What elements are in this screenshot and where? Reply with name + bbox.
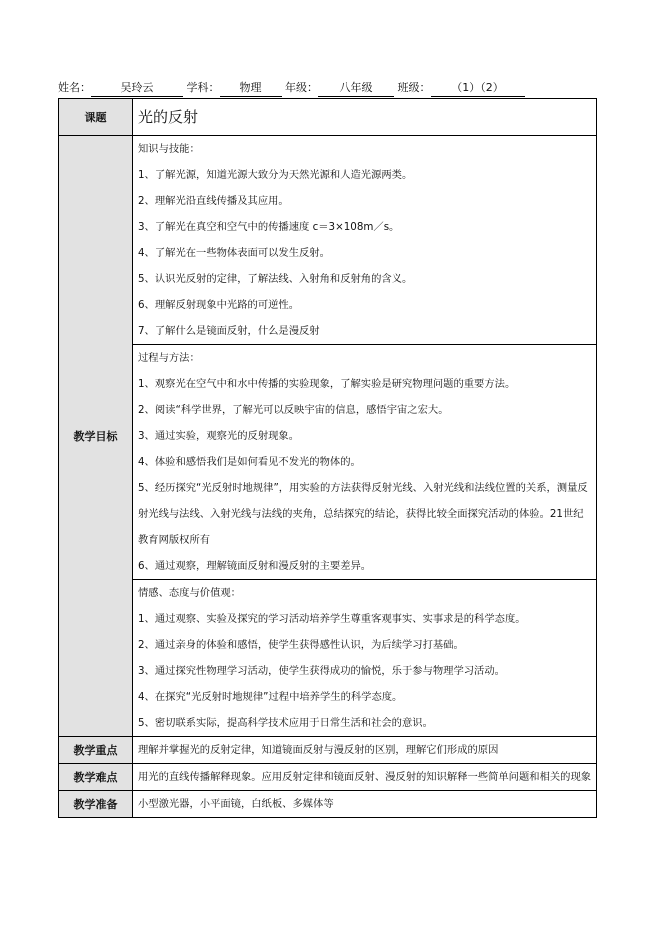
emotion-title: 情感、态度与价值观： — [138, 587, 241, 599]
subject-label: 学科： — [186, 81, 220, 94]
preparation-text: 小型激光器，小平面镜，白纸板、多媒体等 — [138, 798, 334, 810]
process-item: 1、观察光在空气中和水中传播的实验现象，了解实验是研究物理问题的重要方法。 — [138, 378, 516, 390]
lesson-plan-table — [58, 98, 597, 818]
knowledge-item: 5、认识光反射的定律，了解法线、入射角和反射角的含义。 — [138, 273, 413, 285]
difficulties-cell — [133, 764, 597, 791]
knowledge-item: 7、了解什么是镜面反射，什么是漫反射 — [138, 325, 320, 337]
emotion-section — [133, 579, 596, 736]
preparation-label: 教学准备 — [59, 791, 133, 818]
grade-value: 八年级 — [318, 80, 394, 97]
name-label: 姓名： — [58, 81, 91, 94]
class-value: （1）（2） — [431, 80, 525, 97]
topic-title: 光的反射 — [138, 108, 199, 126]
grade-label: 年级： — [285, 81, 318, 94]
process-item: 6、通过观察，理解镜面反射和漫反射的主要差异。 — [138, 560, 372, 572]
goals-cell — [133, 136, 597, 737]
goals-label: 教学目标 — [59, 136, 133, 737]
class-label: 班级： — [397, 81, 431, 94]
knowledge-item: 1、了解光源，知道光源大致分为天然光源和人造光源两类。 — [138, 169, 413, 181]
key-points-label: 教学重点 — [59, 737, 133, 764]
key-points-row — [59, 737, 597, 764]
difficulties-row — [59, 764, 597, 791]
emotion-item: 4、在探究“光反射时地规律”过程中培养学生的科学态度。 — [138, 691, 403, 703]
emotion-item: 1、通过观察、实验及探究的学习活动培养学生尊重客观事实、实事求是的科学态度。 — [138, 613, 526, 625]
difficulties-text: 用光的直线传播解释现象。应用反射定律和镜面反射、漫反射的知识解释一些简单问题和相关的现象 — [138, 771, 592, 783]
key-points-cell — [133, 737, 597, 764]
key-points-text: 理解并掌握光的反射定律，知道镜面反射与漫反射的区别，理解它们形成的原因 — [138, 744, 499, 756]
process-item: 4、体验和感悟我们是如何看见不发光的物体的。 — [138, 456, 361, 468]
knowledge-section — [138, 136, 592, 344]
knowledge-item: 6、理解反射现象中光路的可逆性。 — [138, 299, 300, 311]
difficulties-label: 教学难点 — [59, 764, 133, 791]
process-item: 5、经历探究“光反射时地规律”，用实验的方法获得反射光线、入射光线和法线位置的关系，测量反射光线与法线、入射光线与法线的夹角，总结探究的结论，获得比较全面探究活动的体验。21世纪教育网版权所有 — [138, 482, 588, 546]
process-item: 2、阅读“科学世界，了解光可以反映宇宙的信息，感悟宇宙之宏大。 — [138, 404, 449, 416]
preparation-row — [59, 791, 597, 818]
subject-value: 物理 — [220, 80, 282, 97]
emotion-item: 3、通过探究性物理学习活动，使学生获得成功的愉悦，乐于参与物理学习活动。 — [138, 665, 505, 677]
emotion-item: 5、密切联系实际，提高科学技术应用于日常生活和社会的意识。 — [138, 717, 433, 729]
process-item: 3、通过实验，观察光的反射现象。 — [138, 430, 300, 442]
preparation-cell — [133, 791, 597, 818]
knowledge-title: 知识与技能： — [138, 143, 200, 155]
name-value: 吴玲云 — [91, 80, 183, 97]
knowledge-item: 3、了解光在真空和空气中的传播速度 c＝3×108m／s。 — [138, 221, 400, 233]
topic-cell — [133, 99, 597, 136]
goals-row — [59, 136, 597, 737]
topic-label: 课题 — [59, 99, 133, 136]
emotion-item: 2、通过亲身的体验和感悟，使学生获得感性认识，为后续学习打基础。 — [138, 639, 464, 651]
topic-row — [59, 99, 597, 136]
header-info — [58, 80, 598, 97]
process-title: 过程与方法： — [138, 352, 200, 364]
process-section — [133, 344, 596, 579]
knowledge-item: 2、理解光沿直线传播及其应用。 — [138, 195, 289, 207]
knowledge-item: 4、了解光在一些物体表面可以发生反射。 — [138, 247, 330, 259]
